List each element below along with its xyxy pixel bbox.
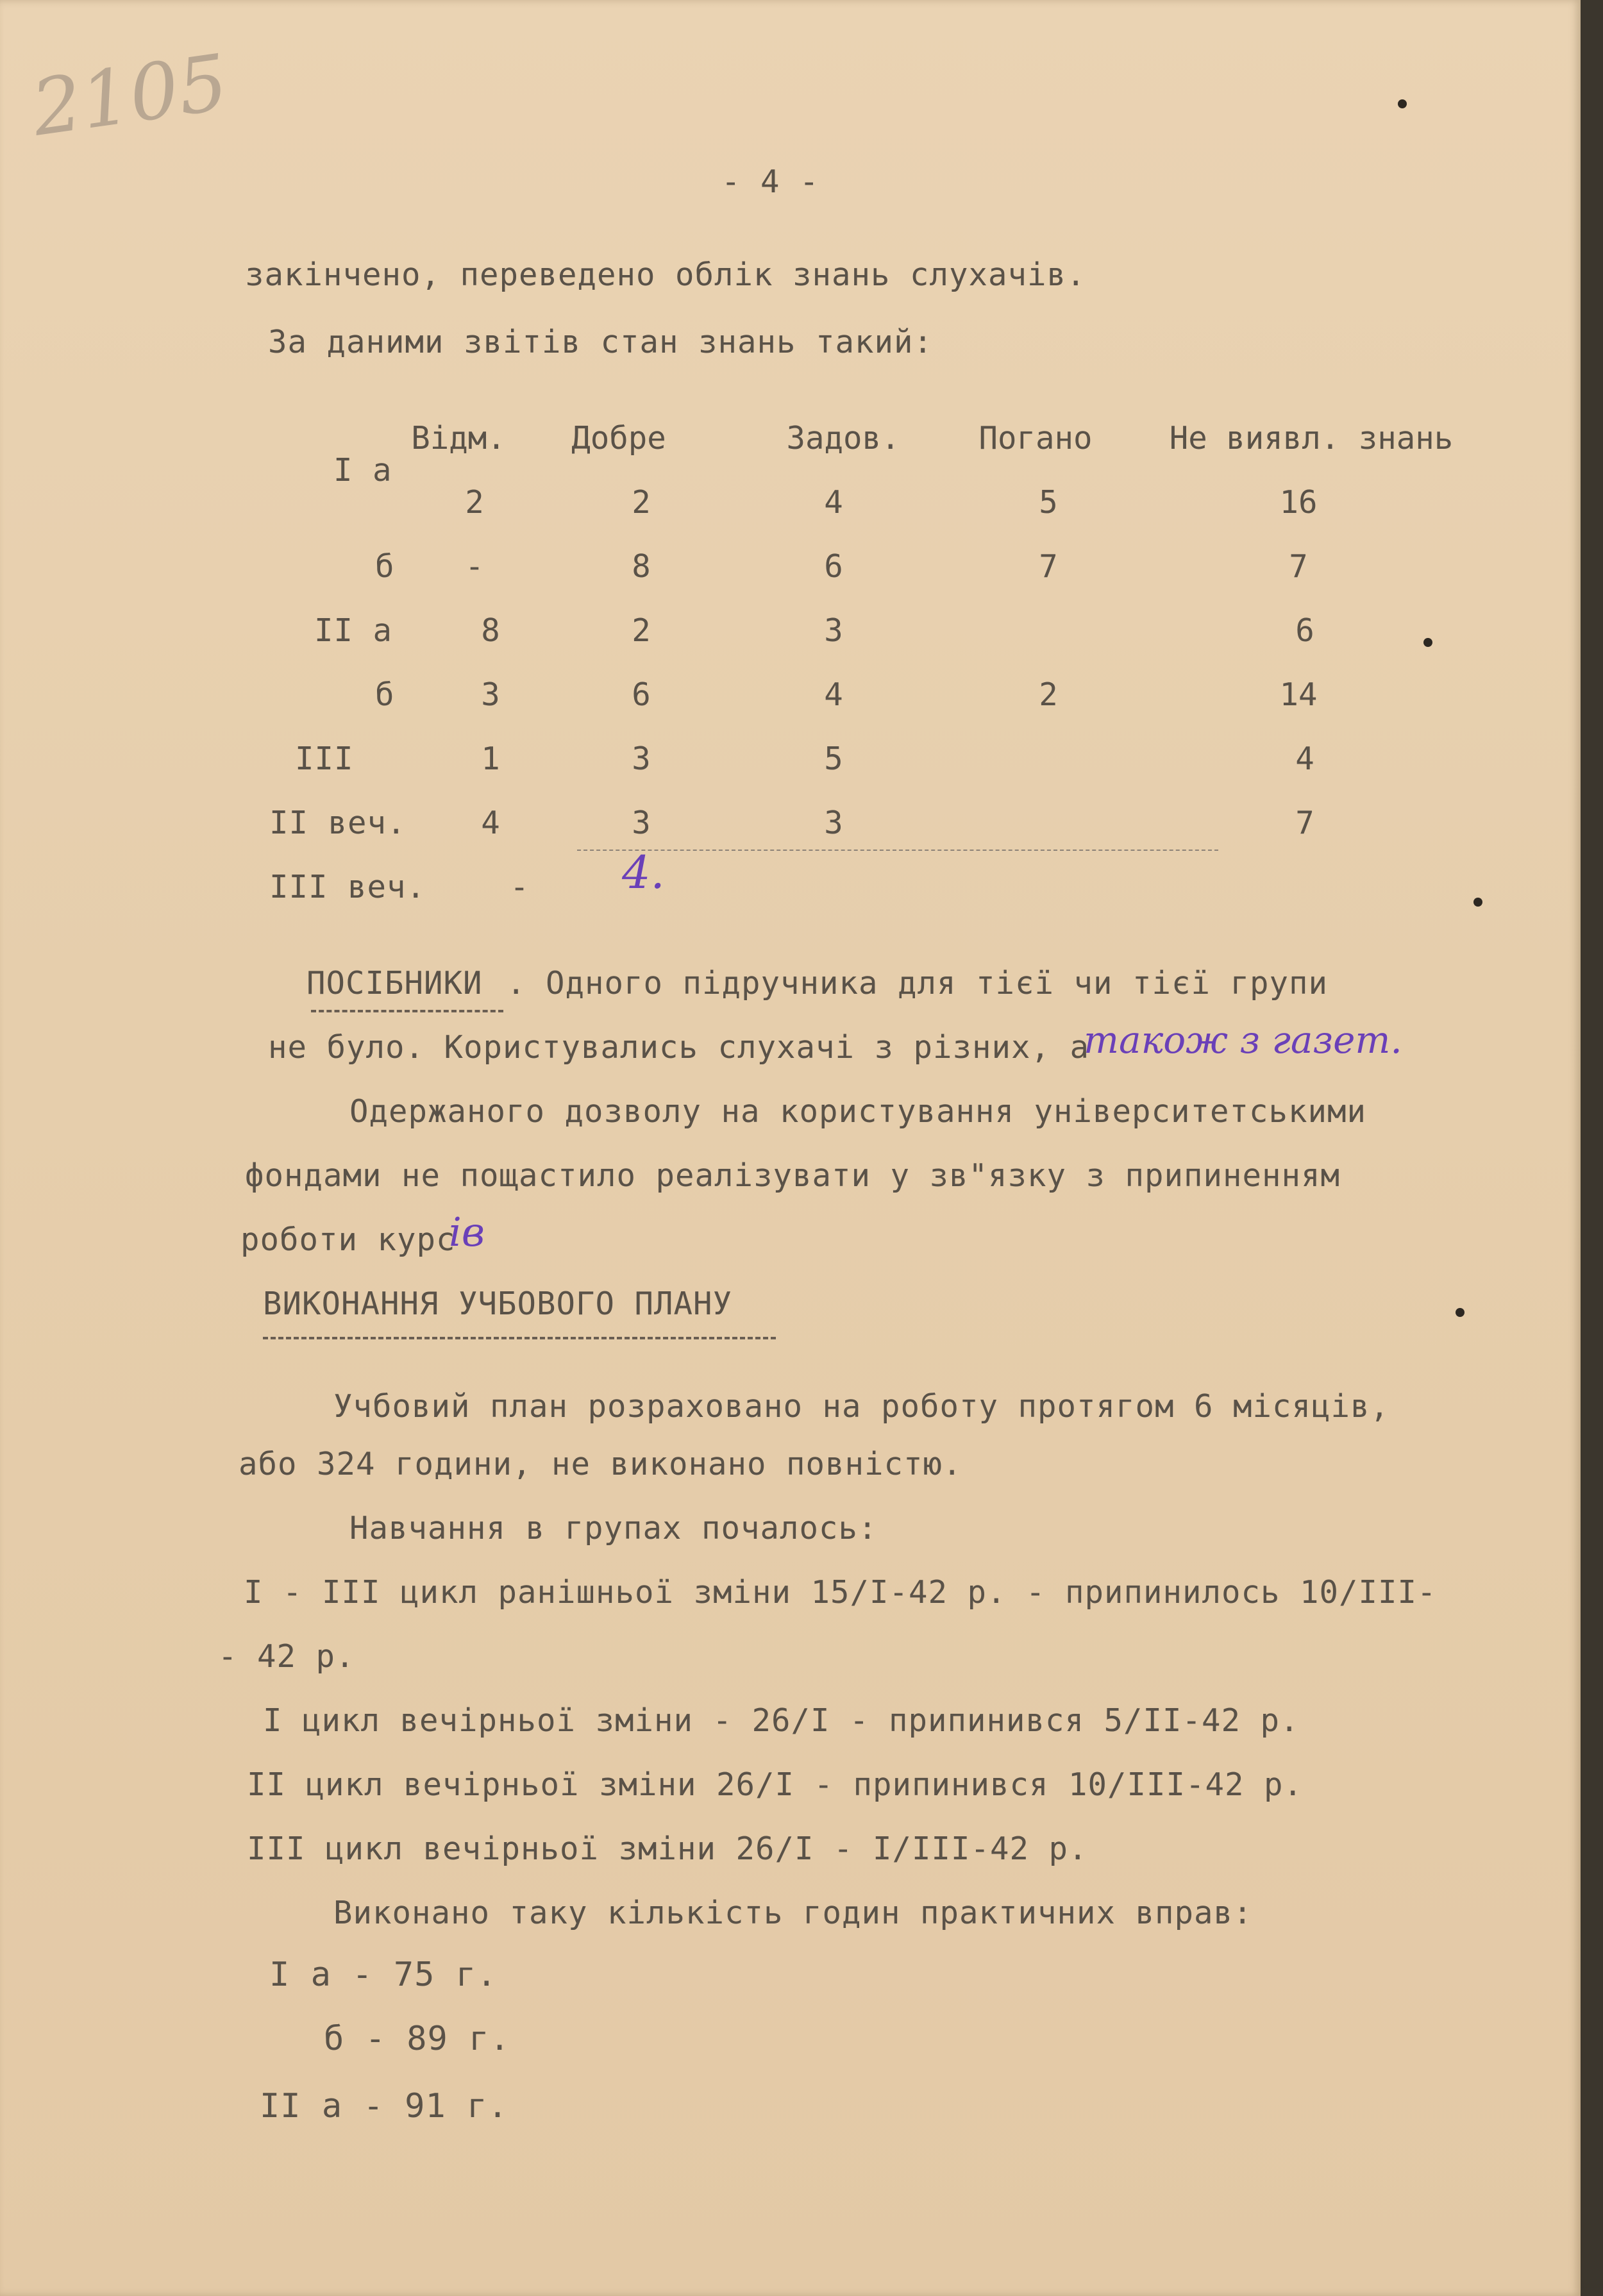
- table-cell: -: [465, 548, 484, 585]
- manuals-line-2: не було. Користувались слухачі з різних, а: [268, 1029, 1090, 1066]
- table-cell: 1: [481, 741, 500, 777]
- table-cell: 7: [1039, 548, 1058, 585]
- table-cell: 2: [632, 484, 651, 521]
- table-cell: 7: [1295, 805, 1314, 841]
- cycle-line-4: III цикл вечірньої зміни 26/I - I/III-42 р.: [247, 1831, 1088, 1867]
- table-cell: 14: [1279, 676, 1318, 713]
- table-cell: 4: [481, 805, 500, 841]
- row-label: II а: [314, 612, 393, 649]
- plan-heading: ВИКОНАННЯ УЧБОВОГО ПЛАНУ: [263, 1286, 733, 1322]
- table-cell: 3: [481, 676, 500, 713]
- table-cell: 3: [824, 805, 843, 841]
- table-cell: 3: [824, 612, 843, 649]
- permission-line-2: фондами не пощастило реалізувати у зв"язку з припиненням: [245, 1157, 1341, 1194]
- archive-page-number: 2105: [26, 38, 233, 154]
- table-cell: 5: [824, 741, 843, 777]
- header-satisfactory: Задов.: [786, 420, 900, 457]
- table-cell: 6: [632, 676, 651, 713]
- cycle-line-3: II цикл вечірньої зміни 26/I - припинився 10/III-42 р.: [247, 1766, 1304, 1803]
- table-cell: 3: [632, 805, 651, 841]
- page-number: - 4 -: [721, 163, 819, 200]
- heading-underline: [311, 1010, 503, 1012]
- table-cell: 16: [1279, 484, 1318, 521]
- paper-speck: [1473, 898, 1482, 907]
- row-label: III: [295, 741, 354, 777]
- manuals-heading: ПОСІБНИКИ: [306, 965, 483, 1001]
- hours-item: II а - 91 г.: [260, 2087, 508, 2125]
- row-label: б: [375, 548, 395, 585]
- training-intro: Навчання в групах почалось:: [349, 1510, 878, 1546]
- table-cell: 2: [632, 612, 651, 649]
- row-label: II веч.: [269, 805, 407, 841]
- heading-underline: [263, 1337, 776, 1339]
- permission-line-3: роботи курс: [240, 1221, 456, 1258]
- handwritten-value: 4.: [622, 846, 665, 899]
- manuals-handwritten: також з газет.: [1084, 1018, 1402, 1062]
- report-line: За даними звітів стан знань такий:: [268, 324, 934, 360]
- intro-line: закінчено, переведено облік знань слухачів.: [245, 256, 1086, 293]
- plan-line-1: Учбовий план розраховано на роботу протягом 6 місяців,: [333, 1388, 1390, 1425]
- header-good: Добре: [571, 420, 666, 457]
- table-cell: 5: [1039, 484, 1058, 521]
- cycle-line-1: I - III цикл ранішньої зміни 15/I-42 р. - припинилось 10/III-: [244, 1574, 1437, 1611]
- plan-line-2: або 324 години, не виконано повністю.: [239, 1446, 962, 1482]
- table-cell: 4: [824, 484, 843, 521]
- table-cell: 6: [1295, 612, 1314, 649]
- hours-item: I а - 75 г.: [269, 1956, 498, 1994]
- table-cell: 2: [1039, 676, 1058, 713]
- table-cell: 2: [465, 484, 484, 521]
- table-cell: 4: [824, 676, 843, 713]
- table-cell: 8: [481, 612, 500, 649]
- row-label: I а: [333, 452, 392, 489]
- header-excellent: Відм.: [411, 420, 506, 457]
- hours-item: б - 89 г.: [324, 2020, 510, 2058]
- header-no-knowledge: Не виявл. знань: [1169, 420, 1454, 457]
- table-cell: 7: [1289, 548, 1308, 585]
- cycle-line-2: I цикл вечірньої зміни - 26/I - припинився 5/II-42 р.: [263, 1702, 1300, 1739]
- row-label: б: [375, 676, 395, 713]
- table-cell: 3: [632, 741, 651, 777]
- row-label: III веч.: [269, 869, 426, 905]
- permission-handwritten: ів: [449, 1209, 485, 1255]
- table-cell: -: [510, 869, 529, 905]
- hours-intro: Виконано таку кількість годин практичних вправ:: [333, 1895, 1253, 1931]
- table-cell: 4: [1295, 741, 1314, 777]
- table-cell: 8: [632, 548, 651, 585]
- paper-speck: [1423, 638, 1432, 647]
- scan-edge: [1581, 0, 1603, 2296]
- permission-line-1: Одержаного дозволу на користування університетськими: [349, 1093, 1367, 1130]
- row-divider: [577, 850, 1218, 851]
- paper-speck: [1456, 1308, 1465, 1317]
- manuals-line-1: . Одного підручника для тієї чи тієї групи: [507, 965, 1329, 1001]
- paper-speck: [1398, 99, 1407, 108]
- table-cell: 6: [824, 548, 843, 585]
- cycle-line-1-cont: - 42 р.: [218, 1638, 355, 1675]
- header-poor: Погано: [978, 420, 1093, 457]
